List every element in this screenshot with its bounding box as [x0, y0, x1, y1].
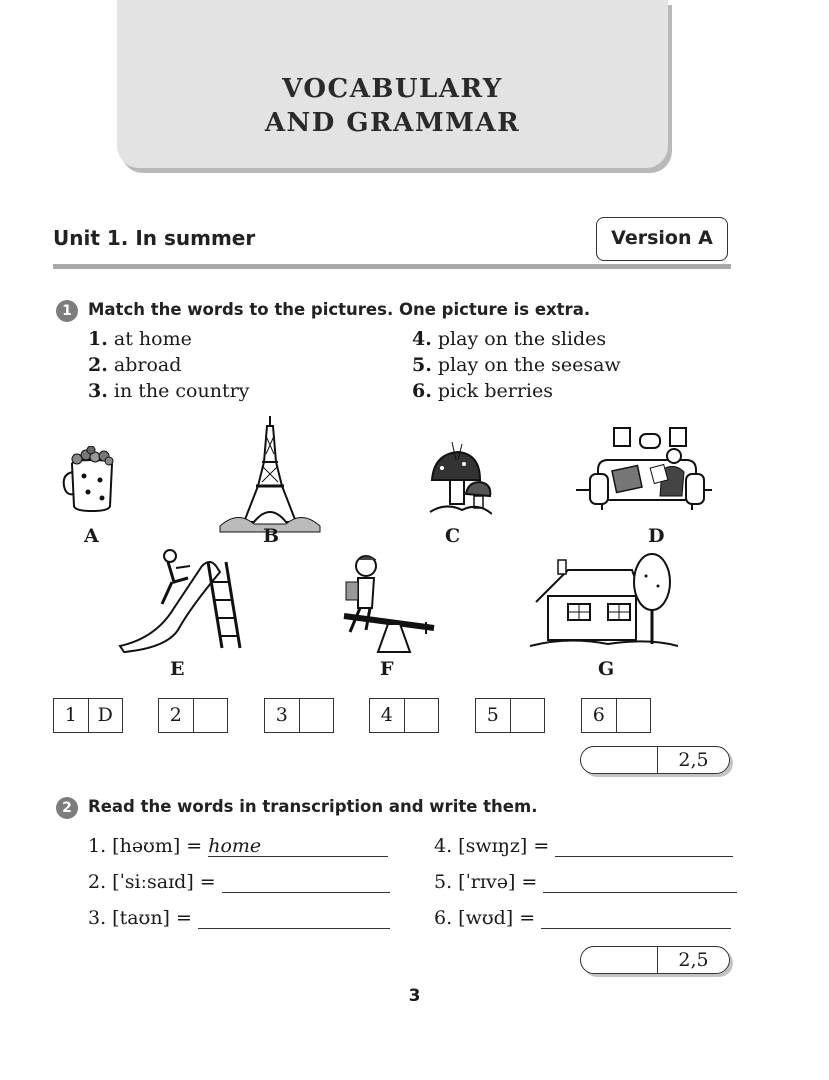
- score-input[interactable]: [581, 947, 658, 973]
- sofa-reading-icon: [574, 426, 712, 516]
- answer-box-4: 4: [369, 698, 439, 733]
- answer-line[interactable]: [198, 907, 390, 929]
- picture-label-f: F: [380, 658, 394, 680]
- transcription-item: 1. [həʊm] = home: [88, 835, 388, 857]
- eiffel-tower-icon: [218, 414, 322, 534]
- task-2-instruction: Read the words in transcription and write them.: [88, 797, 538, 816]
- version-badge: Version A: [596, 217, 728, 261]
- page-number: 3: [408, 986, 421, 1006]
- answer-input[interactable]: D: [97, 704, 113, 726]
- answer-box-2: 2: [158, 698, 228, 733]
- answer-input[interactable]: [511, 699, 545, 732]
- section-header: [117, 0, 668, 168]
- answer-box-3: 3: [264, 698, 334, 733]
- score-box-task-1: 2,5: [580, 746, 730, 774]
- word-item: 6. pick berries: [412, 380, 553, 402]
- mushrooms-icon: [428, 440, 492, 518]
- answer-box-6: 6: [581, 698, 651, 733]
- picture-label-d: D: [648, 525, 665, 547]
- word-item: 1. at home: [88, 328, 192, 350]
- picture-label-e: E: [170, 658, 185, 680]
- score-box-task-2: 2,5: [580, 946, 730, 974]
- transcription-item: 2. [ˈsiːsaɪd] =: [88, 871, 390, 893]
- task-1-instruction: Match the words to the pictures. One picture is extra.: [88, 300, 591, 319]
- unit-divider: [53, 264, 731, 269]
- answer-line[interactable]: [555, 835, 733, 857]
- picture-label-g: G: [598, 658, 615, 680]
- answer-line[interactable]: home: [208, 835, 388, 857]
- transcription-item: 4. [swɪŋz] =: [434, 835, 733, 857]
- answer-line[interactable]: [543, 871, 737, 893]
- word-item: 3. in the country: [88, 380, 250, 402]
- transcription-item: 6. [wʊd] =: [434, 907, 731, 929]
- unit-title: Unit 1. In summer: [53, 226, 256, 250]
- answer-input[interactable]: [300, 699, 334, 732]
- word-item: 2. abroad: [88, 354, 182, 376]
- picture-label-c: C: [445, 525, 461, 547]
- word-item: 5. play on the seesaw: [412, 354, 621, 376]
- transcription-item: 3. [taʊn] =: [88, 907, 390, 929]
- transcription-item: 5. [ˈrɪvə] =: [434, 871, 737, 893]
- answer-input[interactable]: [617, 699, 651, 732]
- seesaw-icon: [330, 552, 442, 658]
- answer-box-5: 5: [475, 698, 545, 733]
- slide-icon: [116, 548, 250, 656]
- task-2-number: 2: [56, 797, 78, 819]
- score-input[interactable]: [581, 747, 658, 773]
- country-house-icon: [528, 552, 678, 652]
- picture-label-a: A: [84, 525, 99, 547]
- word-item: 4. play on the slides: [412, 328, 607, 350]
- berry-mug-icon: [62, 446, 122, 514]
- answer-box-1: 1 D: [53, 698, 123, 733]
- answer-input[interactable]: [194, 699, 228, 732]
- answer-input[interactable]: [405, 699, 439, 732]
- section-title: VOCABULARY AND GRAMMAR: [264, 74, 521, 138]
- task-1-number: 1: [56, 300, 78, 322]
- picture-label-b: B: [263, 525, 280, 547]
- answer-line[interactable]: [222, 871, 390, 893]
- answer-line[interactable]: [541, 907, 731, 929]
